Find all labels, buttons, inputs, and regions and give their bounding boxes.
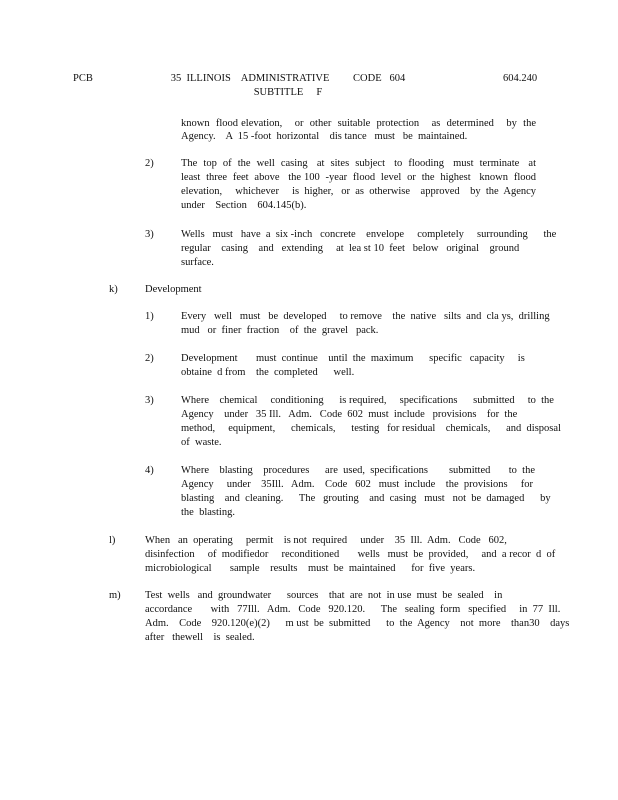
section-label: m) (109, 590, 121, 601)
item-line: the blasting. (181, 507, 235, 518)
section-line: disinfection of modifiedor reconditioned wells must be provided, and a recor d of (145, 549, 556, 560)
item-line: obtaine d from the completed well. (181, 367, 355, 378)
item-line: Where chemical conditioning is required, specifications submitted to the (181, 395, 554, 406)
header-section-number: 604.240 (503, 73, 538, 84)
section-title: Development (145, 284, 202, 295)
item-number: 3) (145, 395, 154, 406)
item-line: surface. (181, 257, 214, 268)
item-line: least three feet above the 100 -year flood level or the highest known flood (181, 172, 536, 183)
item-line: under Section 604.145(b). (181, 200, 307, 211)
item-number: 3) (145, 229, 154, 240)
section-line: after thewell is sealed. (145, 632, 255, 643)
item-line: Agency under 35Ill. Adm. Code 602 must include the provisions for (181, 479, 534, 490)
item-line: The top of the well casing at sites subject to flooding must terminate at (181, 158, 536, 169)
intro-line: Agency. A 15 -foot horizontal dis tance must be maintained. (181, 131, 468, 142)
section-label: k) (109, 284, 118, 295)
section-line: When an operating permit is not required under 35 Ill. Adm. Code 602, (145, 535, 507, 546)
item-line: Every well must be developed to remove the native silts and cla ys, drilling (181, 311, 550, 322)
item-number: 2) (145, 353, 154, 364)
section-line: microbiological sample results must be maintained for five years. (145, 563, 476, 574)
item-line: Where blasting procedures are used, specifications submitted to the (181, 465, 535, 476)
item-line: method, equipment, chemicals, testing for residual chemicals, and disposal (181, 423, 561, 434)
item-line: Wells must have a six -inch concrete envelope completely surrounding the (181, 229, 557, 240)
header-title (168, 72, 408, 100)
section-line: accordance with 77Ill. Adm. Code 920.120. The sealing form specified in 77 Ill. (145, 604, 561, 615)
item-number: 2) (145, 158, 154, 169)
item-line: Development must continue until the maximum specific capacity is (181, 353, 525, 364)
item-line: elevation, whichever is higher, or as otherwise approved by the Agency (181, 186, 537, 197)
header-left-code: PCB (73, 73, 93, 84)
item-line: mud or finer fraction of the gravel pack. (181, 325, 379, 336)
header-title-line2: SUBTITLE F (253, 87, 323, 98)
section-line: Adm. Code 920.120(e)(2) m ust be submitted to the Agency not more than30 days (145, 618, 570, 629)
item-line: blasting and cleaning. The grouting and casing must not be damaged by (181, 493, 551, 504)
intro-line: known flood elevation, or other suitable protection as determined by the (181, 118, 536, 129)
section-label: l) (109, 535, 116, 546)
item-line: regular casing and extending at lea st 10 feet below original ground (181, 243, 520, 254)
item-number: 4) (145, 465, 154, 476)
header-title-line1: 35 ILLINOIS ADMINISTRATIVE CODE 604 (170, 73, 406, 84)
item-line: Agency under 35 Ill. Adm. Code 602 must include provisions for the (181, 409, 518, 420)
item-line: of waste. (181, 437, 222, 448)
item-number: 1) (145, 311, 154, 322)
section-line: Test wells and groundwater sources that are not in use must be sealed in (145, 590, 503, 601)
